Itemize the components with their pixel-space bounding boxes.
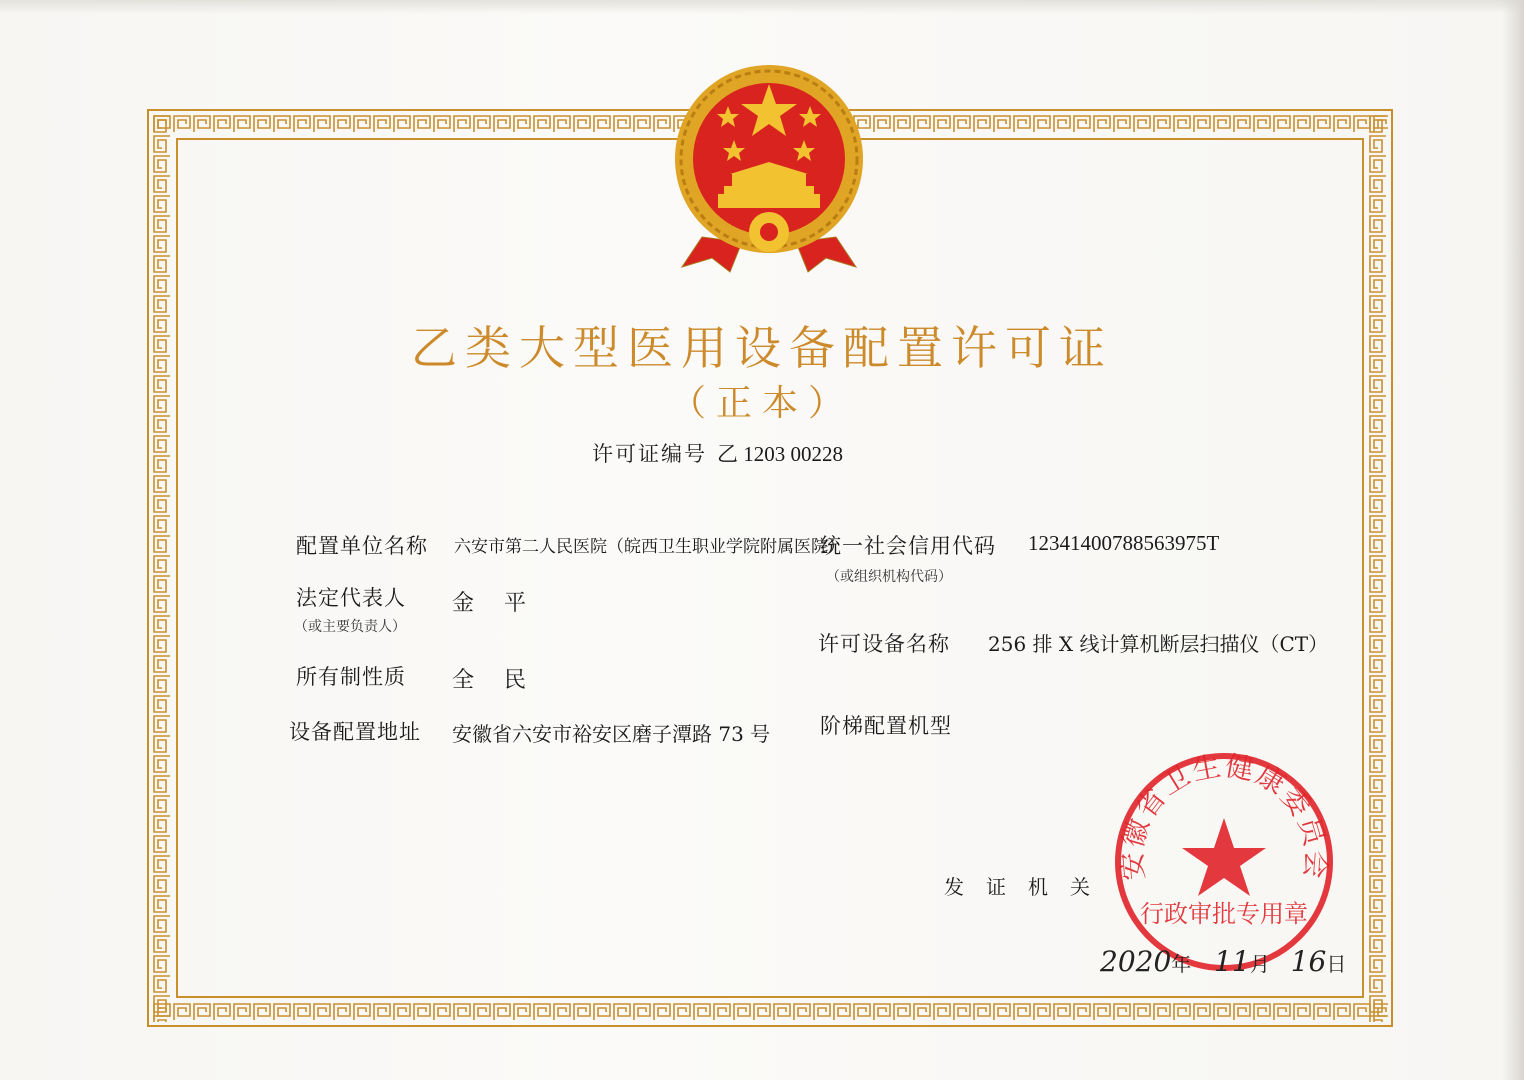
unit-name-label: 配置单位名称 xyxy=(296,534,428,558)
permit-number xyxy=(592,438,843,468)
meander-border-left xyxy=(152,114,172,1022)
ownership-label: 所有制性质 xyxy=(296,665,406,689)
permit-number-value: 乙 1203 00228 xyxy=(717,442,843,466)
device-name-value: 256 排 X 线计算机断层扫描仪（CT） xyxy=(988,632,1329,656)
meander-border-right xyxy=(1368,114,1388,1022)
date-day: 16 xyxy=(1290,945,1327,978)
official-seal-stamp xyxy=(1110,748,1338,976)
address-value: 安徽省六安市裕安区磨子潭路 73 号 xyxy=(452,722,771,746)
ownership-value: 全 民 xyxy=(452,668,531,693)
paper-edge-shadow-right xyxy=(1502,0,1524,1080)
date-month-unit: 月 xyxy=(1249,952,1270,976)
device-name-label: 许可设备名称 xyxy=(818,632,950,656)
tier-config-label: 阶梯配置机型 xyxy=(820,714,952,738)
credit-code-value: 12341400788563975T xyxy=(1028,531,1220,555)
certificate-title: 乙类大型医用设备配置许可证 xyxy=(411,321,1113,375)
legal-rep-value: 金 平 xyxy=(452,591,531,616)
credit-code-note: （或组织机构代码） xyxy=(826,569,952,585)
date-day-unit: 日 xyxy=(1326,952,1347,976)
date-year: 2020 xyxy=(1100,945,1172,978)
issuer-label: 发 证 机 关 xyxy=(944,875,1091,899)
unit-name-value: 六安市第二人民医院（皖西卫生职业学院附属医院） xyxy=(454,537,845,557)
credit-code-label: 统一社会信用代码 xyxy=(820,534,996,558)
certificate-subtitle: （正本） xyxy=(669,383,854,424)
paper-edge-shadow-top xyxy=(0,0,1524,14)
date-year-unit: 年 xyxy=(1171,952,1192,976)
svg-text:安徽省卫生健康委员会: 安徽省卫生健康委员会 xyxy=(1115,749,1333,882)
svg-text:行政审批专用章: 行政审批专用章 xyxy=(1140,900,1308,928)
issue-date xyxy=(1100,945,1346,978)
national-emblem-icon xyxy=(672,62,866,274)
date-month: 11 xyxy=(1214,945,1250,978)
meander-border-bottom xyxy=(152,1002,1388,1022)
address-label: 设备配置地址 xyxy=(289,720,421,744)
legal-rep-note: （或主要负责人） xyxy=(294,619,406,635)
permit-number-label: 许可证编号 xyxy=(592,442,707,466)
legal-rep-label: 法定代表人 xyxy=(296,586,406,610)
